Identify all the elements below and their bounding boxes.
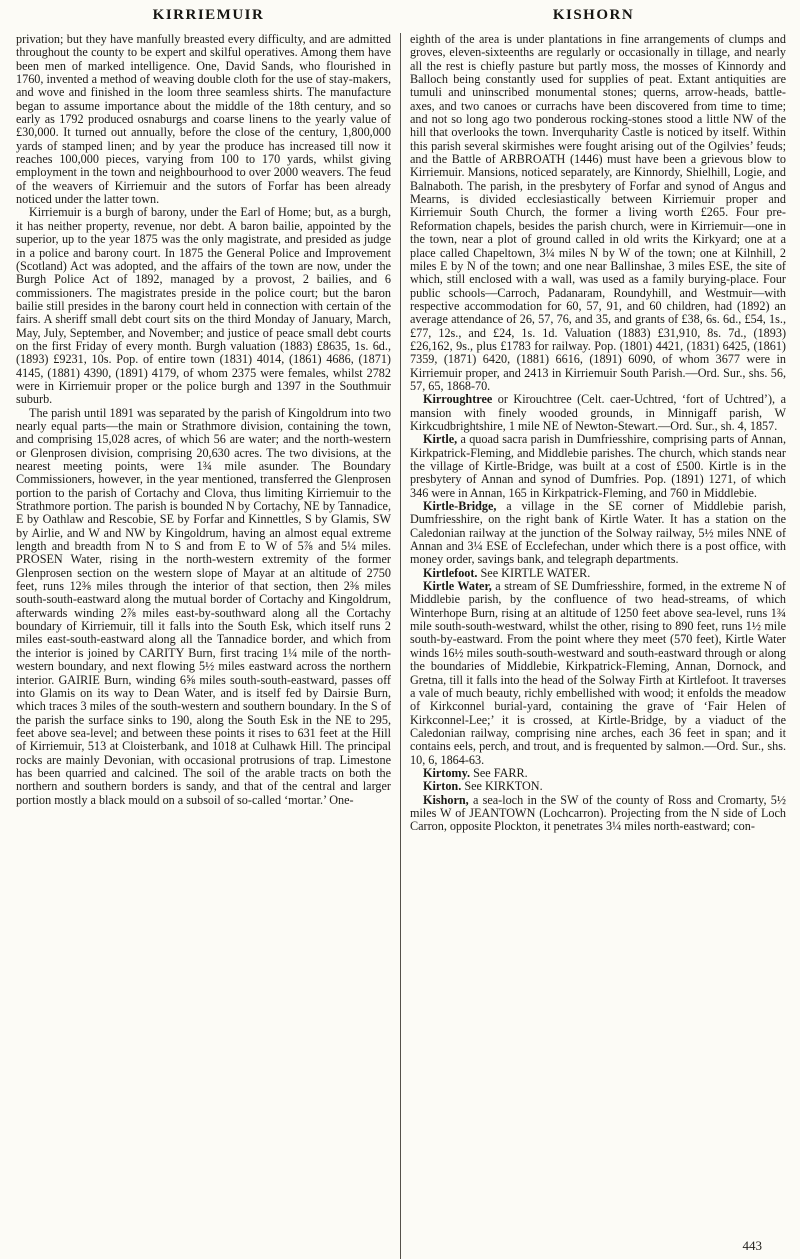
paragraph-text: See FARR.: [470, 765, 528, 780]
paragraph-text: a village in the SE corner of Middlebie parish, Dumfriesshire, on the right bank of Kirtle Water. It has a station on the Caledonian railway at the junction of the Solway railway, 5½ miles NNE of Annan and 3¼ ESE of Ecclefechan, under which there is a post office, with money order, savings bank, and telegraph departments.: [410, 499, 786, 567]
entry-kirriemuir-continued: [410, 33, 786, 393]
entry-headword: Kirton.: [423, 779, 462, 794]
entry-headword: Kirtle,: [423, 432, 458, 447]
entry-kirroughtree: [410, 393, 786, 433]
paragraph-text: Kirriemuir is a burgh of barony, under the Earl of Home; but, as a burgh, it has neither property, revenue, nor debt. A baron bailie, appointed by the superior, up to the year 1875 was the only magistrate, and presided as judge in a police and barony court. In 1875 the General Police and Improvement (Scotland) Act was adopted, and the affairs of the town are now, under the Burgh Police Act of 1892, managed by a provost, 2 bailies, and 6 commissioners. The magistrates preside in the police court; but the baron bailie still presides in the barony court held in connection with certain of the fairs. A sheriff small debt court sits on the third Monday of January, March, May, July, September, and November; and justice of peace small debt courts on the first Friday of every month. Burgh valuation (1883) £8635, 1s. 6d., (1893) £9231, 10s. Pop. of entire town (1831) 4014, (1861) 4686, (1871) 4145, (1881) 4390, (1891) 4179, of whom 2375 were females, whilst 2782 were in Kirriemuir proper or the police burgh and 1397 in the Southmuir suburb.: [16, 205, 391, 407]
text-columns: [16, 33, 786, 1259]
paragraph-text: eighth of the area is under plantations in fine arrangements of clumps and groves, eleven-sixteenths are regularly or occasionally in tillage, and nearly all the rest is chiefly pasture but partly moss, the mosses of Kinnordy and Balloch being constantly used for supplies of peat. Extant antiquities are tumuli and uninscribed monumental stones; querns, arrow-heads, battle-axes, and two canoes or currachs have been discovered from time to time; and not so long ago two ponderous rocking-stones stood a little NW of the hill that overlooks the town. Inverquharity Castle is noticed by itself. Within this parish several skirmishes were fought arising out of the Ogilvies’ feuds; and the Battle of ARBROATH (1446) must have been a grievous blow to Kirriemuir. Mansions, noticed separately, are Kinnordy, Shielhill, Logie, and Balnaboth. The parish, in the presbytery of Forfar and synod of Angus and Mearns, is divided ecclesiastically between Kirriemuir proper and Kirriemuir South Church, the former a living worth £265. Four pre-Reformation chapels, besides the parish church, were in Kirriemuir—one in the town, near a plot of ground called in old writs the Kirkyard; one at a place called Chapeltown, 3¼ miles N by W of the town; one at Kilnhill, 2 miles E by N of the town; and one near Ballinshae, 3 miles ESE, the site of which, still enclosed with a wall, was used as a family burying-place. Four public schools—Carroch, Padanaram, Roundyhill, and Westmuir—with respective accommodation for 60, 57, 91, and 60 children, had (1892) an average attendance of 26, 57, 76, and 35, and grants of £38, 6s. 6d., £54, 1s., £77, 12s., and £24, 1s. 1d. Valuation (1883) £31,910, 8s. 7d., (1893) £26,162, 9s., plus £1783 for railway. Pop. (1801) 4421, (1831) 6425, (1861) 7359, (1871) 6420, (1881) 6616, (1891) 6090, of whom 3677 were in Kirriemuir proper, and 2413 in Kirriemuir South Parish.—Ord. Sur., shs. 56, 57, 65, 1868-70.: [410, 33, 786, 393]
paragraph-text: See KIRTLE WATER.: [477, 565, 591, 580]
paragraph-text: privation; but they have manfully breasted every difficulty, and are admitted throughout the county to be expert and skilful operatives. Among them have been men of marked intelligence. One, David Sands, who flourished in 1760, invented a method of weaving double cloth for the use of stay-makers, and wove and finished in the loom three seamless shirts. The manufacture began to assume importance about the middle of the 18th century, and so early as 1792 produced osnaburgs and coarse linens to the yearly value of £30,000. It turned out annually, before the close of the century, 1,800,000 yards of stamped linen; and by year the produce has increased till now it reaches 100,000 pieces, varying from 100 to 170 yards, whilst giving employment in the town and neighbourhood to over 2000 weavers. The feud of the weavers of Kirriemuir and the sutors of Forfar has been already noticed under the latter town.: [16, 33, 391, 207]
entry-kirtle-bridge: [410, 500, 786, 567]
entry-headword: Kirtlefoot.: [423, 565, 478, 580]
page-number: 443: [737, 1238, 763, 1254]
running-head-left: KIRRIEMUIR: [152, 7, 265, 23]
right-column: [401, 33, 786, 1259]
running-head-row: [16, 7, 786, 31]
entry-kirtle: [410, 433, 786, 500]
entry-kirtlefoot: [410, 567, 786, 580]
entry-kirton: [410, 780, 786, 793]
entry-headword: Kirtle-Bridge,: [423, 499, 497, 514]
paragraph-text: a sea-loch in the SW of the county of Ross and Cromarty, 5½ miles W of JEANTOWN (Lochcarron). Projecting from the N side of Loch Carron, opposite Plockton, it penetrates 3¼ miles north-eastward; con-: [410, 792, 786, 834]
left-column: [16, 33, 401, 1259]
entry-kirriemuir-continuation: [16, 33, 391, 206]
paragraph-text: The parish until 1891 was separated by the parish of Kingoldrum into two nearly equal parts—the main or Strathmore division, containing the town, and comprising 15,028 acres, of which 56 are water; and the north-western or Glenprosen division, comprising 20,630 acres. The two divisions, at the nearest meeting points, were 1¾ mile asunder. The Boundary Commissioners, however, in the year mentioned, transferred the Glenprosen portion to the parish of Cortachy and Clova, thus limiting Kirriemuir to the Strathmore portion. The parish is bounded N by Cortachy, NE by Tannadice, E by Oathlaw and Rescobie, SE by Forfar and Kinnettles, S by Glamis, SW by Airlie, and W and NW by Kingoldrum, having an almost equal extreme length and breadth from N to S and from E to W of 5⅞ and 5¼ miles. PROSEN Water, rising in the north-western extremity of the former Glenprosen section on the western slope of Mayar at an altitude of 2750 feet, runs 12⅜ miles through the interior of that section, then 2⅜ miles south-south-eastward along the mutual border of Cortachy and Kingoldrum, afterwards winding 2⅞ miles east-by-southward along all the Cortachy boundary of Kirriemuir, till it falls into the South Esk, which itself runs 2 miles east-south-eastward along all the Tannadice border, and which from the interior is joined by CARITY Burn, first tracing 1¼ mile of the north-western boundary, and next flowing 5½ miles eastward across the northern interior. GAIRIE Burn, winding 6⅝ miles south-south-eastward, passes off into Glamis on its way to Dean Water, and is itself fed by Dairsie Burn, which traces 3 miles of the south-western and southern boundary. In the S of the parish the surface sinks to 190, along the South Esk in the NE to 295, feet above sea-level; and between these points it rises to 631 feet at the Hill of Kirriemuir, 513 at Cloisterbank, and 1018 at Culhawk Hill. The principal rocks are mainly Devonian, with occasional protrusions of trap. Limestone has been quarried and calcined. The soil of the arable tracts on both the northern and southern borders is sandy, and that of the central and larger portion mostly a black mould on a subsoil of so-called ‘mortar.’ One-: [16, 405, 391, 807]
entry-kirtomy: [410, 767, 786, 780]
entry-headword: Kirroughtree: [423, 392, 493, 407]
paragraph-text: a quoad sacra parish in Dumfriesshire, comprising parts of Annan, Kirkpatrick-Fleming, and Middlebie parishes. The church, which stands near the village of Kirtle-Bridge, was built at a cost of £500. Kirtle is in the presbytery of Annan and synod of Dumfries. Pop. (1891) 1271, of which 346 were in Annan, 165 in Kirkpatrick-Fleming, and 760 in Middlebie.: [410, 432, 786, 500]
entry-kirriemuir-parish: [16, 407, 391, 807]
paragraph-text: See KIRKTON.: [461, 779, 543, 794]
entry-kirriemuir-burgh: [16, 206, 391, 406]
entry-headword: Kishorn,: [423, 792, 469, 807]
running-head-right: KISHORN: [552, 7, 635, 23]
entry-headword: Kirtomy.: [423, 765, 471, 780]
paragraph-text: a stream of SE Dumfriesshire, formed, in the extreme N of Middlebie parish, by the confluence of two head-streams, of which Winterhope Burn, rising at an altitude of 1250 feet above sea-level, runs 1¾ mile south-south-westward, whilst the other, rising to 890 feet, runs 1½ mile south-by-eastward. From the point where they meet (570 feet), Kirtle Water winds 16½ miles south-south-westward and south-eastward through or along the boundaries of Middlebie, Kirkpatrick-Fleming, Annan, Dornock, and Gretna, till it falls into the head of the Solway Firth at Kirtlefoot. It traverses a vale of much beauty, richly embellished with wood; it enfolds the meadow of Kirkconnel burial-yard, containing the grave of ‘Fair Helen of Kirkconnel-Lee;’ it is crossed, at Kirtle-Bridge, by a viaduct of the Caledonian railway, comprising nine arches, each 36 feet in span; and it contains eels, perch, and trout, and is frequented by salmon.—Ord. Sur., shs. 10, 6, 1864-63.: [410, 579, 786, 767]
entry-kishorn: [410, 794, 786, 834]
entry-headword: Kirtle Water,: [423, 579, 492, 594]
entry-kirtle-water: [410, 580, 786, 767]
paragraph-text: or Kirouchtree (Celt. caer-Uchtred, ‘fort of Uchtred’), a mansion with finely wooded grounds, in Minnigaff parish, W Kirkcudbrightshire, 1 mile NE of Newton-Stewart.—Ord. Sur., sh. 4, 1857.: [410, 392, 786, 433]
